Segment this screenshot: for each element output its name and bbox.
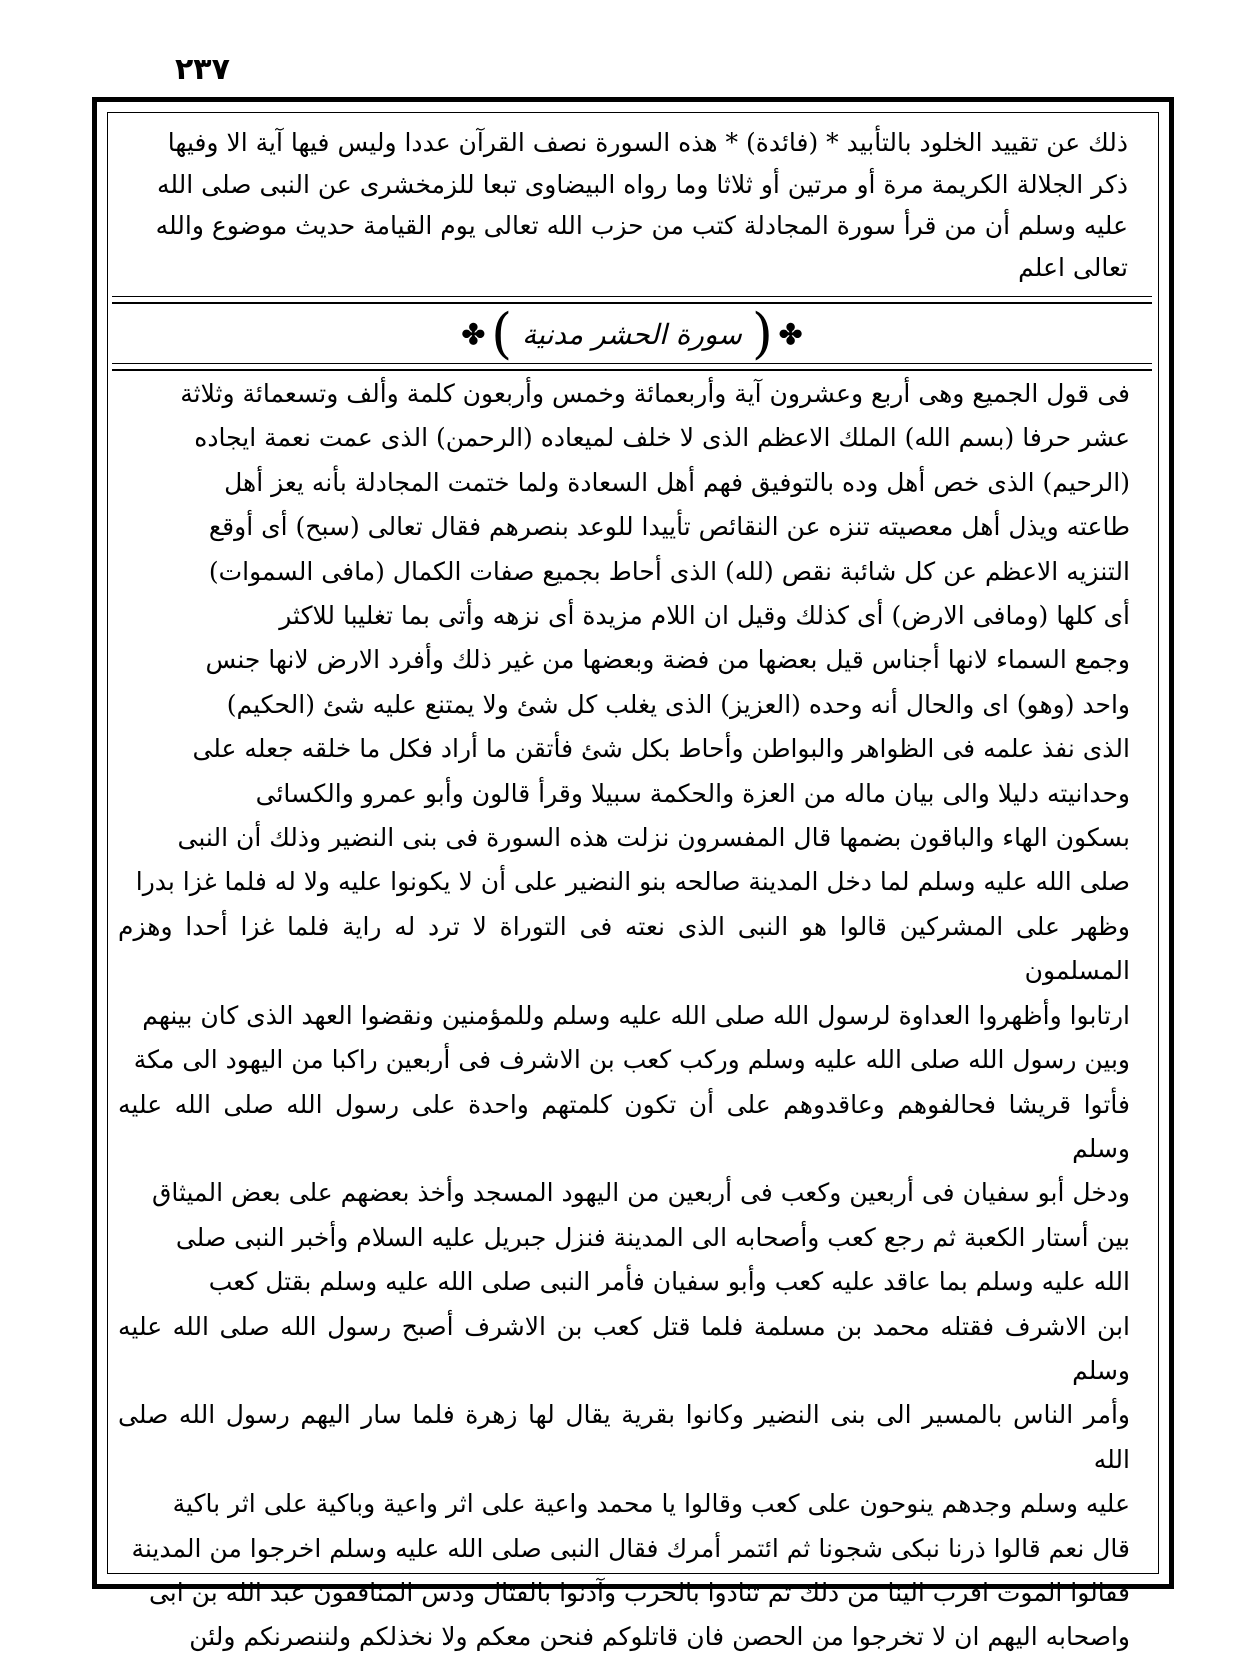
body-line: طاعته ويذل أهل معصيته تنزه عن النقائص تأييدا للوعد بنصرهم فقال تعالى (سبح) أى أوقع (208, 512, 1130, 542)
top-note-block (118, 122, 1128, 292)
body-line: بسكون الهاء والباقون بضمها قال المفسرون نزلت هذه السورة فى بنى النضير وذلك أن النبى (177, 823, 1130, 853)
body-line: فقالوا الموت اقرب الينا من ذلك ثم تنادوا بالحرب وآذنوا بالقتال ودس المنافقون عبد الله بن ابى (148, 1577, 1130, 1607)
divider-rule (112, 363, 1152, 364)
body-line: أى كلها (ومافى الارض) أى كذلك وقيل ان اللام مزيدة أى نزهه وأتى بما تغليبا للاكثر (279, 601, 1130, 631)
note-line: تعالى اعلم (1018, 252, 1128, 282)
body-line: فأتوا قريشا فحالفوهم وعاقدوهم على أن تكون كلمتهم واحدة على رسول الله صلى الله عليه وسلم (118, 1089, 1130, 1163)
page-number: ٢٣٧ (175, 52, 230, 87)
body-line: عليه وسلم وجدهم ينوحون على كعب وقالوا يا محمد واعية على اثر واعية وباكية على اثر باكية (172, 1489, 1130, 1519)
open-paren-ornament: ( (751, 302, 773, 365)
body-line: وظهر على المشركين قالوا هو النبى الذى نعته فى التوراة لا ترد له راية فلما غزا أحدا وهزم المسلمون (118, 911, 1130, 986)
body-line: الذى نفذ علمه فى الظواهر والبواطن وأحاط بكل شئ فأتقن ما أراد فكل ما خلقه جعله على (192, 734, 1130, 764)
body-line: واصحابه اليهم ان لا تخرجوا من الحصن فان قاتلوكم فنحن معكم ولا نخذلكم ولننصرنكم ولئن (189, 1622, 1130, 1652)
body-line: التنزيه الاعظم عن كل شائبة نقص (لله) الذى أحاط بجميع صفات الكمال (مافى السموات) (208, 556, 1130, 586)
divider-rule (112, 369, 1152, 371)
divider-rule (112, 302, 1152, 304)
body-line: واحد (وهو) اى والحال أنه وحده (العزيز) الذى يغلب كل شئ ولا يمتنع عليه شئ (الحكيم) (226, 689, 1130, 719)
body-line: بين أستار الكعبة ثم رجع كعب وأصحابه الى المدينة فنزل جبريل عليه السلام وأخبر النبى صلى (175, 1222, 1130, 1252)
close-paren-ornament: ) (491, 302, 513, 365)
body-line: ودخل أبو سفيان فى أربعين وكعب فى أربعين من اليهود المسجد وأخذ بعضهم على بعض الميثاق (151, 1178, 1130, 1208)
body-line: فى قول الجميع وهى أربع وعشرون آية وأربعمائة وخمس وأربعون كلمة وألف وتسعمائة وثلاثة (180, 379, 1130, 408)
body-line: الله عليه وسلم بما عاقد عليه كعب وأبو سفيان فأمر النبى صلى الله عليه وسلم بقتل كعب (208, 1267, 1130, 1297)
body-line: وجمع السماء لانها أجناس قيل بعضها من فضة وبعضها من غير ذلك وأفرد الارض لانها جنس (205, 645, 1130, 675)
divider-rule (112, 296, 1152, 297)
ornament-right-icon: ✤ (778, 317, 803, 351)
body-line: (الرحيم) الذى خص أهل وده بالتوفيق فهم أهل السعادة ولما ختمت المجادلة بأنه يعز أهل (224, 467, 1130, 497)
body-text (118, 372, 1130, 1652)
body-line: وبين رسول الله صلى الله عليه وسلم وركب كعب بن الاشرف فى أربعين راكبا من اليهود الى مكة (133, 1045, 1130, 1075)
body-line: وأمر الناس بالمسير الى بنى النضير وكانوا بقرية يقال لها زهرة فلما سار اليهم رسول الله صلى الله (118, 1400, 1130, 1474)
note-line: ذلك عن تقييد الخلود بالتأبيد * (فائدة) * هذه السورة نصف القرآن عددا وليس فيها آية الا وفيها (167, 128, 1128, 157)
note-line: ذكر الجلالة الكريمة مرة أو مرتين أو ثلاثا وما رواه البيضاوى تبعا للزمخشرى عن النبى صلى الله (156, 169, 1128, 199)
body-line: ابن الاشرف فقتله محمد بن مسلمة فلما قتل كعب بن الاشرف أصبح رسول الله صلى الله عليه وسلم (118, 1311, 1130, 1385)
body-line: ارتابوا وأظهروا العداوة لرسول الله صلى الله عليه وسلم وللمؤمنين ونقضوا العهد الذى كان بينهم (142, 1000, 1130, 1030)
note-line: عليه وسلم أن من قرأ سورة المجادلة كتب من حزب الله تعالى يوم القيامة حديث موضوع والله (155, 211, 1128, 240)
ornament-left-icon: ✤ (461, 317, 486, 351)
body-line: عشر حرفا (بسم الله) الملك الاعظم الذى لا خلف لميعاده (الرحمن) الذى عمت نعمة ايجاده (194, 423, 1130, 453)
surah-header (112, 302, 1152, 365)
body-line: قال نعم قالوا ذرنا نبكى شجونا ثم ائتمر أمرك فقال النبى صلى الله عليه وسلم اخرجوا من المدينة (131, 1533, 1130, 1563)
body-line: وحدانيته دليلا والى بيان ماله من العزة والحكمة سبيلا وقرأ قالون وأبو عمرو والكسائى (255, 778, 1130, 808)
surah-title: سورة الحشر مدنية (522, 317, 742, 351)
body-line: صلى الله عليه وسلم لما دخل المدينة صالحه بنو النضير على أن لا يكونوا عليه ولا له فلما غزا بدرا (135, 867, 1130, 897)
